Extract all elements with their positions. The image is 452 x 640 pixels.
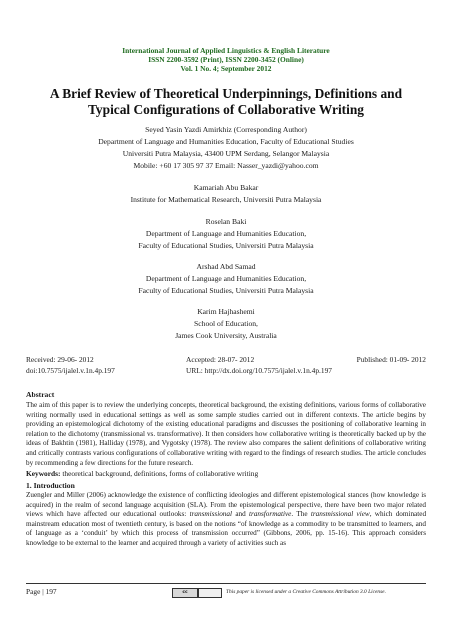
keywords (26, 469, 426, 478)
published-date: Published: 01-09- 2012 (356, 355, 426, 364)
author-3-name: Roselan Baki (205, 217, 247, 226)
author-4-name: Arshad Abd Samad (196, 262, 256, 271)
introduction-text: Zuengler and Miller (2006) acknowledge the existence of conflicting ideologies and different epistemological stances (how knowledge is acquired) in the realm of second language acquisition (SLA). From the epistemological perspective, there have been two major related views which have affected our educational outlooks: transmissional and transformative. The transmissional view, which dominated mainstream education most of twentieth century, is based on the notions “of knowledge as a commodity to be transmitted to learners, and of language as a ‘conduit’ by which this process of transmission occurred” (Gibbons, 2006, pp. 15-16). This approach considers knowledge to be external to the learner and acquired through a variety of activities such as (26, 491, 427, 547)
creative-commons-badge: cc (172, 588, 198, 598)
accepted-date: Accepted: 28-07- 2012 (186, 355, 255, 364)
author-2-affiliation: Institute for Mathematical Research, Universiti Putra Malaysia (130, 195, 322, 204)
paper-title-line-2: Typical Configurations of Collaborative Writing (87, 102, 364, 117)
journal-volume: Vol. 1 No. 4; September 2012 (180, 64, 272, 73)
author-2-name: Kamariah Abu Bakar (193, 183, 259, 192)
keywords-text: theoretical background, definitions, forms of collaborative writing (62, 469, 259, 478)
author-5-name: Karim Hajhashemi (197, 307, 255, 316)
keywords-label: Keywords: (26, 469, 61, 478)
abstract-text: The aim of this paper is to review the underlying concepts, theoretical background, the existing definitions, various forms of collaborative writing normally used in educational settings as well as some sample studies carried out in different contexts. The article begins by providing an epistemological dichotomy of the existing educational paradigms and discusses the positioning of collaborative learning in relation to the dichotomy (transmissional vs. transformative). It then considers how collaborative writing is theoretically backed up by the ideas of Bakhtin (1981), Halliday (1978), and Vygotsky (1978). The review also compares the salient definitions of collaborative writing and critically contrasts various configurations of collaborative writing with regard to the findings of research studies. The article concludes by recommending a few directions for the future research. (26, 401, 426, 467)
author-1-contact: Mobile: +60 17 305 97 37 Email: Nasser_yazdi@yahoo.com (133, 161, 319, 170)
author-5-affiliation-2: James Cook University, Australia (175, 331, 277, 340)
received-date: Received: 29-06- 2012 (26, 355, 94, 364)
author-1-affiliation-2: Universiti Putra Malaysia, 43400 UPM Serdang, Selangor Malaysia (122, 149, 330, 158)
footer-rule (26, 583, 426, 584)
author-1-name: Seyed Yasin Yazdi Amirkhiz (Corresponding Author) (145, 125, 307, 134)
author-3-affiliation-2: Faculty of Educational Studies, Universiti Putra Malaysia (138, 241, 314, 250)
journal-name: International Journal of Applied Linguistics & English Literature (122, 46, 330, 55)
author-4-affiliation-2: Faculty of Educational Studies, Universiti Putra Malaysia (138, 286, 314, 295)
author-3-affiliation-1: Department of Language and Humanities Education, (145, 229, 307, 238)
paper-title-line-1: A Brief Review of Theoretical Underpinnings, Definitions and (49, 86, 403, 101)
author-5-affiliation-1: School of Education, (194, 319, 258, 328)
doi: doi:10.7575/ijalel.v.1n.4p.197 (26, 366, 115, 375)
journal-issn: ISSN 2200-3592 (Print), ISSN 2200-3452 (Online) (148, 55, 304, 64)
introduction-heading: 1. Introduction (26, 481, 75, 490)
abstract-heading: Abstract (26, 390, 55, 399)
article-url[interactable]: URL: http://dx.doi.org/10.7575/ijalel.v.1n.4p.197 (186, 366, 332, 375)
license-text: This paper is licensed under a Creative Commons Attribution 3.0 License. (226, 589, 386, 595)
cc-by-icon (198, 588, 222, 598)
page-number: Page | 197 (26, 587, 57, 596)
author-4-affiliation-1: Department of Language and Humanities Education, (145, 274, 307, 283)
author-1-affiliation-1: Department of Language and Humanities Education, Faculty of Educational Studies (98, 137, 354, 146)
